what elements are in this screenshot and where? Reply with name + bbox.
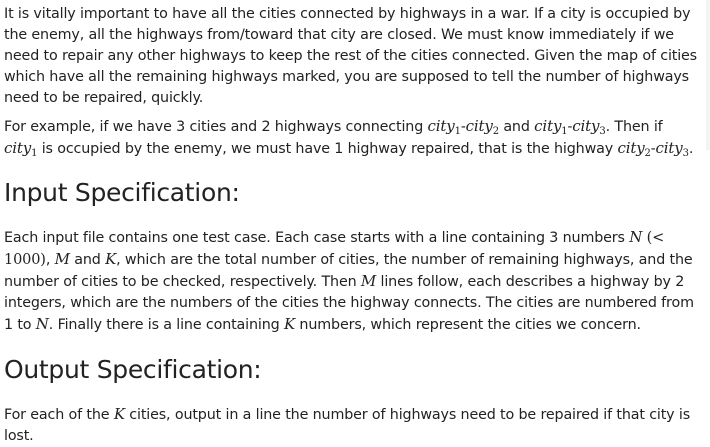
output-specification-paragraph: For each of the K cities, output in a line the number of highways need to be repaired if that city is lost. <box>4 405 691 444</box>
math-var-n: N <box>35 315 49 333</box>
math-city-1-city-3: city$_1$-city$_3$ <box>534 117 606 137</box>
problem-statement <box>4 4 700 447</box>
intro-paragraph: It is vitally important to have all the cities connected by highways in a war. If a city is occupied by the enemy, all the highways from/toward that city are closed. We must know immediately if we need to repair any other highways to keep the rest of the cities connected. Given the map of cities which have all the remaining highways marked, you are supposed to tell the number of highways need to be repaired, quickly. <box>4 6 697 106</box>
example-paragraph <box>4 116 700 160</box>
input-specification-paragraph: Each input file contains one test case. Each case starts with a line containing 3 numbers N (< 1000), M and K, which are the total number of cities, the number of remaining highways, and the number of cities to be checked, respectively. Then M lines follow, each describes a highway by 2 integers, which are the numbers of the cities the highway connects. The cities are numbered from 1 to N. Finally there is a line containing K numbers, which represent the cities we concern. <box>4 228 694 333</box>
example-text: For example, if we have 3 cities and 2 highways connecting <box>4 119 428 135</box>
math-var-k: K <box>105 250 117 268</box>
input-specification-heading: Input Specification: <box>4 178 240 207</box>
example-text: . <box>688 141 694 157</box>
math-less-than: < <box>652 230 665 246</box>
math-city-1-city-2: city$_1$-city$_2$ <box>427 117 499 137</box>
math-city-2-city-3: city$_2$-city$_3$ <box>617 139 689 159</box>
scrollbar-thumb[interactable] <box>706 0 710 150</box>
example-text: and <box>498 119 535 135</box>
math-var-m: M <box>54 250 70 268</box>
math-city-1: city$_1$ <box>4 139 38 159</box>
output-specification-heading: Output Specification: <box>4 355 262 384</box>
math-var-n: N <box>629 228 643 246</box>
scrollbar[interactable] <box>706 0 710 439</box>
example-text: . Then if <box>605 119 663 135</box>
math-var-k: K <box>113 405 125 423</box>
math-var-k: K <box>283 315 296 333</box>
example-text: is occupied by the enemy, we must have 1 highway repaired, that is the highway <box>37 141 618 157</box>
math-var-m: M <box>360 272 377 290</box>
